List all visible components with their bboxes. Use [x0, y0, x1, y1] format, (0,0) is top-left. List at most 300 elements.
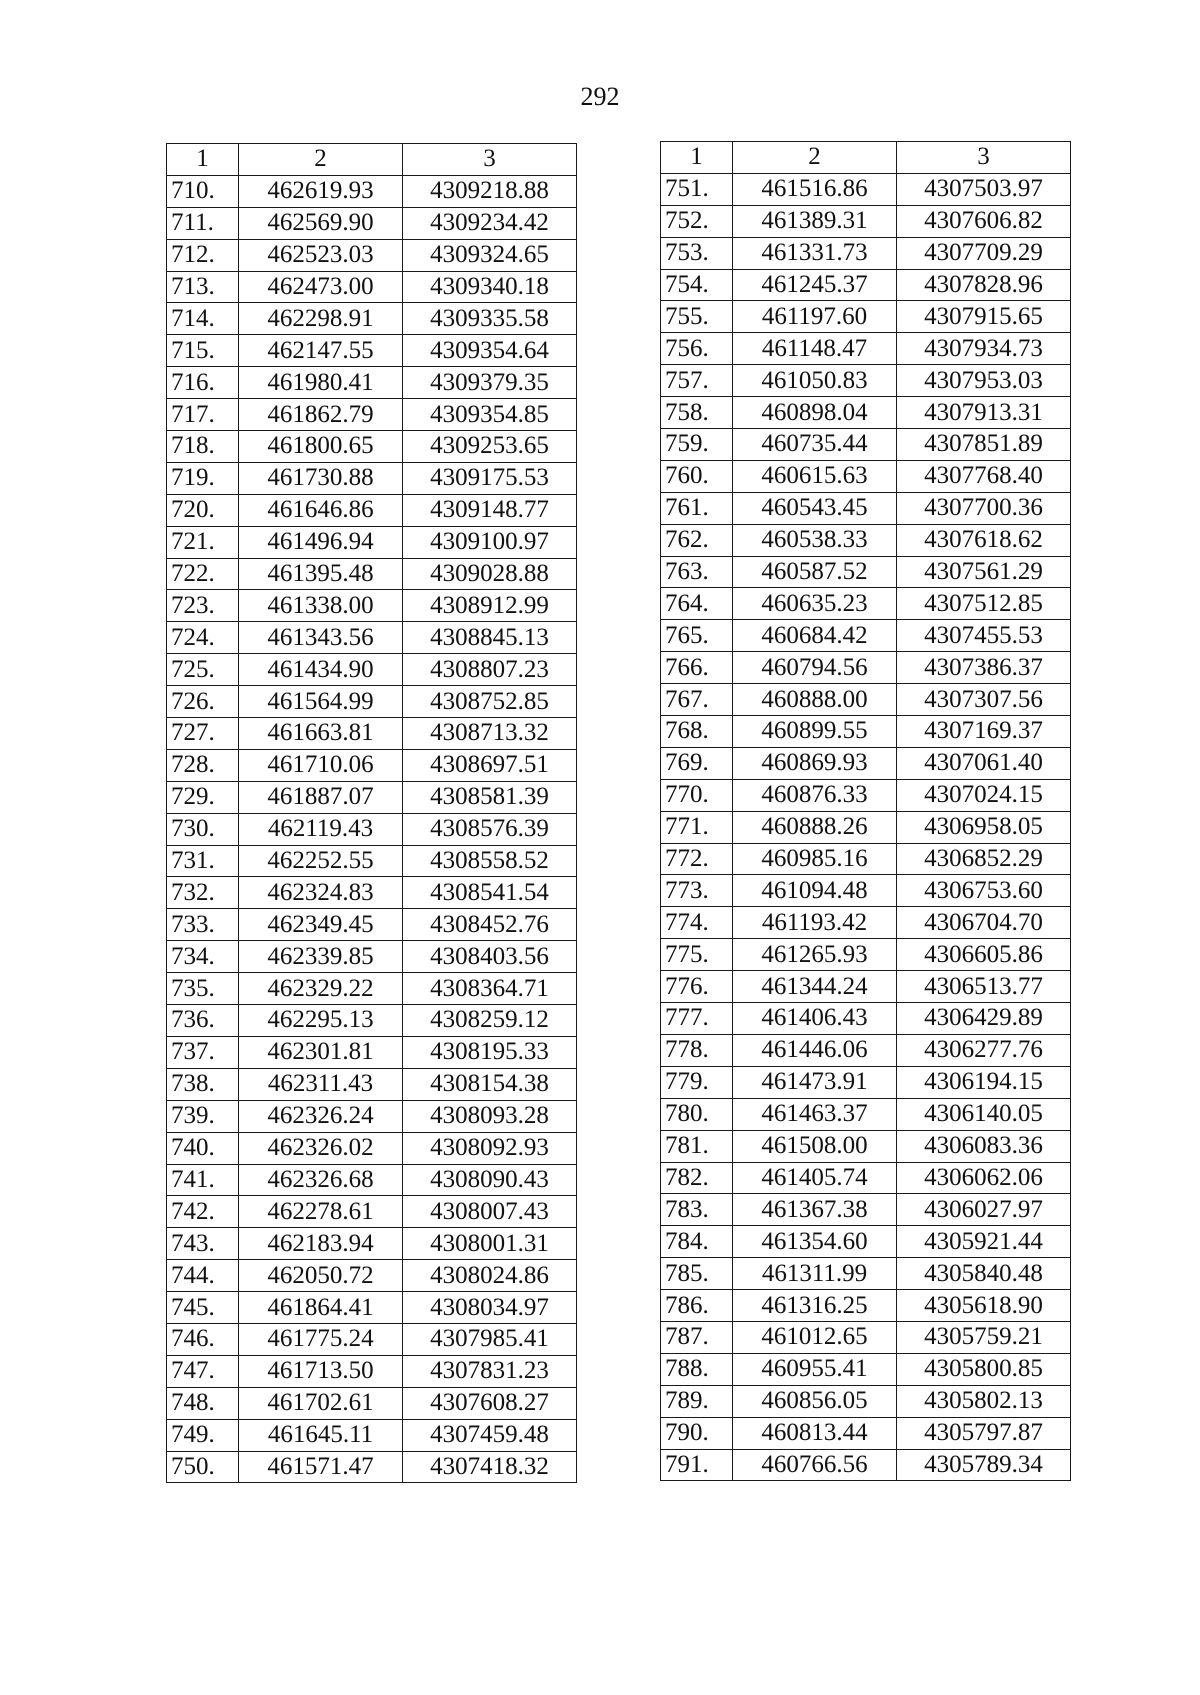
y-coordinate-cell: 4307768.40: [897, 460, 1071, 492]
y-coordinate-cell: 4307606.82: [897, 205, 1071, 237]
table-row: [167, 399, 577, 431]
point-number-cell: 788.: [661, 1353, 733, 1385]
x-coordinate-cell: 461516.86: [733, 173, 897, 205]
table-row: [661, 524, 1071, 556]
y-coordinate-cell: 4309028.88: [403, 558, 577, 590]
point-number-cell: 735.: [167, 973, 239, 1005]
table-row: [167, 973, 577, 1005]
y-coordinate-cell: 4307169.37: [897, 716, 1071, 748]
point-number-cell: 757.: [661, 365, 733, 397]
point-number-cell: 786.: [661, 1290, 733, 1322]
x-coordinate-cell: 462252.55: [239, 845, 403, 877]
point-number-cell: 770.: [661, 779, 733, 811]
y-coordinate-cell: 4308912.99: [403, 590, 577, 622]
point-number-cell: 785.: [661, 1258, 733, 1290]
point-number-cell: 791.: [661, 1449, 733, 1481]
point-number-cell: 776.: [661, 971, 733, 1003]
table-row: [167, 1292, 577, 1324]
x-coordinate-cell: 461864.41: [239, 1292, 403, 1324]
y-coordinate-cell: 4306605.86: [897, 939, 1071, 971]
x-coordinate-cell: 460766.56: [733, 1449, 897, 1481]
y-coordinate-cell: 4308541.54: [403, 877, 577, 909]
x-coordinate-cell: 460876.33: [733, 779, 897, 811]
table-row: [661, 397, 1071, 429]
point-number-cell: 784.: [661, 1226, 733, 1258]
y-coordinate-cell: 4309324.65: [403, 239, 577, 271]
table-row: [661, 747, 1071, 779]
point-number-cell: 766.: [661, 652, 733, 684]
table-row: [167, 303, 577, 335]
x-coordinate-cell: 462147.55: [239, 335, 403, 367]
table-row: [661, 1162, 1071, 1194]
table-row: [661, 779, 1071, 811]
column-header: 1: [661, 142, 733, 174]
point-number-cell: 716.: [167, 367, 239, 399]
table-row: [661, 492, 1071, 524]
y-coordinate-cell: 4306140.05: [897, 1098, 1071, 1130]
table-row: [661, 971, 1071, 1003]
point-number-cell: 783.: [661, 1194, 733, 1226]
point-number-cell: 789.: [661, 1385, 733, 1417]
point-number-cell: 790.: [661, 1417, 733, 1449]
point-number-cell: 720.: [167, 494, 239, 526]
y-coordinate-cell: 4306083.36: [897, 1130, 1071, 1162]
x-coordinate-cell: 462349.45: [239, 909, 403, 941]
x-coordinate-cell: 460735.44: [733, 429, 897, 461]
table-row: [167, 718, 577, 750]
column-header: 1: [167, 144, 239, 176]
y-coordinate-cell: 4308034.97: [403, 1292, 577, 1324]
table-row: [661, 843, 1071, 875]
x-coordinate-cell: 460794.56: [733, 652, 897, 684]
table-row: [661, 1034, 1071, 1066]
point-number-cell: 772.: [661, 843, 733, 875]
y-coordinate-cell: 4308558.52: [403, 845, 577, 877]
y-coordinate-cell: 4305802.13: [897, 1385, 1071, 1417]
table-row: [167, 367, 577, 399]
point-number-cell: 737.: [167, 1036, 239, 1068]
point-number-cell: 723.: [167, 590, 239, 622]
point-number-cell: 719.: [167, 462, 239, 494]
y-coordinate-cell: 4305618.90: [897, 1290, 1071, 1322]
point-number-cell: 765.: [661, 620, 733, 652]
y-coordinate-cell: 4307386.37: [897, 652, 1071, 684]
y-coordinate-cell: 4309354.64: [403, 335, 577, 367]
y-coordinate-cell: 4305921.44: [897, 1226, 1071, 1258]
y-coordinate-cell: 4307455.53: [897, 620, 1071, 652]
x-coordinate-cell: 461446.06: [733, 1034, 897, 1066]
table-row: [661, 1290, 1071, 1322]
point-number-cell: 773.: [661, 875, 733, 907]
x-coordinate-cell: 462278.61: [239, 1196, 403, 1228]
point-number-cell: 787.: [661, 1321, 733, 1353]
table-row: [167, 1005, 577, 1037]
y-coordinate-cell: 4309335.58: [403, 303, 577, 335]
table-row: [167, 1260, 577, 1292]
y-coordinate-cell: 4309354.85: [403, 399, 577, 431]
y-coordinate-cell: 4307512.85: [897, 588, 1071, 620]
table-header-row: [167, 144, 577, 176]
y-coordinate-cell: 4307561.29: [897, 556, 1071, 588]
table-row: [661, 333, 1071, 365]
table-row: [167, 431, 577, 463]
x-coordinate-cell: 461473.91: [733, 1066, 897, 1098]
y-coordinate-cell: 4306852.29: [897, 843, 1071, 875]
point-number-cell: 750.: [167, 1451, 239, 1483]
point-number-cell: 718.: [167, 431, 239, 463]
x-coordinate-cell: 461245.37: [733, 269, 897, 301]
point-number-cell: 749.: [167, 1419, 239, 1451]
x-coordinate-cell: 462326.02: [239, 1132, 403, 1164]
x-coordinate-cell: 461862.79: [239, 399, 403, 431]
point-number-cell: 717.: [167, 399, 239, 431]
x-coordinate-cell: 460856.05: [733, 1385, 897, 1417]
table-row: [167, 239, 577, 271]
table-row: [167, 1196, 577, 1228]
x-coordinate-cell: 461980.41: [239, 367, 403, 399]
table-row: [167, 207, 577, 239]
table-row: [661, 173, 1071, 205]
table-row: [167, 558, 577, 590]
point-number-cell: 739.: [167, 1100, 239, 1132]
y-coordinate-cell: 4307934.73: [897, 333, 1071, 365]
y-coordinate-cell: 4307985.41: [403, 1323, 577, 1355]
point-number-cell: 746.: [167, 1323, 239, 1355]
table-row: [167, 1323, 577, 1355]
y-coordinate-cell: 4308576.39: [403, 813, 577, 845]
point-number-cell: 777.: [661, 1003, 733, 1035]
x-coordinate-cell: 462183.94: [239, 1228, 403, 1260]
x-coordinate-cell: 460543.45: [733, 492, 897, 524]
point-number-cell: 751.: [661, 173, 733, 205]
x-coordinate-cell: 460587.52: [733, 556, 897, 588]
x-coordinate-cell: 462311.43: [239, 1068, 403, 1100]
table-row: [167, 1100, 577, 1132]
y-coordinate-cell: 4307913.31: [897, 397, 1071, 429]
x-coordinate-cell: 462119.43: [239, 813, 403, 845]
y-coordinate-cell: 4307831.23: [403, 1355, 577, 1387]
x-coordinate-cell: 461571.47: [239, 1451, 403, 1483]
point-number-cell: 754.: [661, 269, 733, 301]
y-coordinate-cell: 4308259.12: [403, 1005, 577, 1037]
y-coordinate-cell: 4308007.43: [403, 1196, 577, 1228]
y-coordinate-cell: 4306062.06: [897, 1162, 1071, 1194]
point-number-cell: 762.: [661, 524, 733, 556]
x-coordinate-cell: 461094.48: [733, 875, 897, 907]
y-coordinate-cell: 4307307.56: [897, 684, 1071, 716]
y-coordinate-cell: 4308092.93: [403, 1132, 577, 1164]
table-row: [661, 1258, 1071, 1290]
y-coordinate-cell: 4308581.39: [403, 781, 577, 813]
x-coordinate-cell: 461713.50: [239, 1355, 403, 1387]
y-coordinate-cell: 4307061.40: [897, 747, 1071, 779]
y-coordinate-cell: 4307459.48: [403, 1419, 577, 1451]
table-row: [661, 1003, 1071, 1035]
y-coordinate-cell: 4307700.36: [897, 492, 1071, 524]
x-coordinate-cell: 461646.86: [239, 494, 403, 526]
point-number-cell: 768.: [661, 716, 733, 748]
table-row: [167, 462, 577, 494]
x-coordinate-cell: 462326.24: [239, 1100, 403, 1132]
point-number-cell: 741.: [167, 1164, 239, 1196]
point-number-cell: 738.: [167, 1068, 239, 1100]
x-coordinate-cell: 460888.26: [733, 811, 897, 843]
x-coordinate-cell: 461148.47: [733, 333, 897, 365]
y-coordinate-cell: 4306277.76: [897, 1034, 1071, 1066]
point-number-cell: 744.: [167, 1260, 239, 1292]
y-coordinate-cell: 4306513.77: [897, 971, 1071, 1003]
x-coordinate-cell: 461012.65: [733, 1321, 897, 1353]
point-number-cell: 740.: [167, 1132, 239, 1164]
x-coordinate-cell: 461331.73: [733, 237, 897, 269]
y-coordinate-cell: 4308403.56: [403, 941, 577, 973]
x-coordinate-cell: 461887.07: [239, 781, 403, 813]
y-coordinate-cell: 4305797.87: [897, 1417, 1071, 1449]
y-coordinate-cell: 4308807.23: [403, 654, 577, 686]
y-coordinate-cell: 4306429.89: [897, 1003, 1071, 1035]
x-coordinate-cell: 462326.68: [239, 1164, 403, 1196]
point-number-cell: 715.: [167, 335, 239, 367]
table-row: [661, 875, 1071, 907]
y-coordinate-cell: 4308697.51: [403, 749, 577, 781]
table-row: [661, 365, 1071, 397]
x-coordinate-cell: 461050.83: [733, 365, 897, 397]
table-row: [661, 652, 1071, 684]
point-number-cell: 729.: [167, 781, 239, 813]
x-coordinate-cell: 462298.91: [239, 303, 403, 335]
table-row: [167, 590, 577, 622]
table-row: [661, 205, 1071, 237]
table-row: [661, 1417, 1071, 1449]
y-coordinate-cell: 4306027.97: [897, 1194, 1071, 1226]
table-row: [167, 335, 577, 367]
y-coordinate-cell: 4307828.96: [897, 269, 1071, 301]
x-coordinate-cell: 461193.42: [733, 907, 897, 939]
x-coordinate-cell: 461775.24: [239, 1323, 403, 1355]
point-number-cell: 781.: [661, 1130, 733, 1162]
x-coordinate-cell: 461405.74: [733, 1162, 897, 1194]
table-row: [167, 175, 577, 207]
x-coordinate-cell: 461343.56: [239, 622, 403, 654]
x-coordinate-cell: 461406.43: [733, 1003, 897, 1035]
y-coordinate-cell: 4308452.76: [403, 909, 577, 941]
point-number-cell: 769.: [661, 747, 733, 779]
x-coordinate-cell: 461730.88: [239, 462, 403, 494]
y-coordinate-cell: 4308024.86: [403, 1260, 577, 1292]
point-number-cell: 753.: [661, 237, 733, 269]
column-header: 2: [733, 142, 897, 174]
y-coordinate-cell: 4307418.32: [403, 1451, 577, 1483]
point-number-cell: 711.: [167, 207, 239, 239]
point-number-cell: 761.: [661, 492, 733, 524]
y-coordinate-cell: 4306704.70: [897, 907, 1071, 939]
x-coordinate-cell: 461395.48: [239, 558, 403, 590]
point-number-cell: 747.: [167, 1355, 239, 1387]
point-number-cell: 763.: [661, 556, 733, 588]
x-coordinate-cell: 461389.31: [733, 205, 897, 237]
x-coordinate-cell: 460684.42: [733, 620, 897, 652]
point-number-cell: 759.: [661, 429, 733, 461]
x-coordinate-cell: 461800.65: [239, 431, 403, 463]
x-coordinate-cell: 461434.90: [239, 654, 403, 686]
point-number-cell: 728.: [167, 749, 239, 781]
x-coordinate-cell: 460615.63: [733, 460, 897, 492]
x-coordinate-cell: 460869.93: [733, 747, 897, 779]
x-coordinate-cell: 461463.37: [733, 1098, 897, 1130]
point-number-cell: 733.: [167, 909, 239, 941]
point-number-cell: 732.: [167, 877, 239, 909]
x-coordinate-cell: 462339.85: [239, 941, 403, 973]
table-row: [661, 684, 1071, 716]
table-row: [661, 237, 1071, 269]
table-row: [167, 654, 577, 686]
x-coordinate-cell: 461702.61: [239, 1387, 403, 1419]
table-row: [661, 556, 1071, 588]
point-number-cell: 764.: [661, 588, 733, 620]
y-coordinate-cell: 4307709.29: [897, 237, 1071, 269]
table-row: [167, 1228, 577, 1260]
table-row: [167, 781, 577, 813]
x-coordinate-cell: 460898.04: [733, 397, 897, 429]
y-coordinate-cell: 4306753.60: [897, 875, 1071, 907]
point-number-cell: 730.: [167, 813, 239, 845]
table-row: [167, 813, 577, 845]
table-row: [167, 271, 577, 303]
table-row: [167, 1164, 577, 1196]
x-coordinate-cell: 460985.16: [733, 843, 897, 875]
x-coordinate-cell: 461496.94: [239, 526, 403, 558]
point-number-cell: 752.: [661, 205, 733, 237]
table-row: [167, 749, 577, 781]
table-row: [661, 1098, 1071, 1130]
point-number-cell: 758.: [661, 397, 733, 429]
y-coordinate-cell: 4309175.53: [403, 462, 577, 494]
x-coordinate-cell: 461344.24: [733, 971, 897, 1003]
x-coordinate-cell: 462329.22: [239, 973, 403, 1005]
table-row: [167, 1387, 577, 1419]
x-coordinate-cell: 461354.60: [733, 1226, 897, 1258]
table-row: [661, 1449, 1071, 1481]
x-coordinate-cell: 462569.90: [239, 207, 403, 239]
x-coordinate-cell: 461197.60: [733, 301, 897, 333]
table-row: [167, 1036, 577, 1068]
coordinates-table-right: [660, 141, 1071, 1481]
point-number-cell: 779.: [661, 1066, 733, 1098]
y-coordinate-cell: 4308195.33: [403, 1036, 577, 1068]
x-coordinate-cell: 460955.41: [733, 1353, 897, 1385]
x-coordinate-cell: 461710.06: [239, 749, 403, 781]
y-coordinate-cell: 4309234.42: [403, 207, 577, 239]
x-coordinate-cell: 462473.00: [239, 271, 403, 303]
x-coordinate-cell: 462050.72: [239, 1260, 403, 1292]
table-row: [661, 716, 1071, 748]
table-row: [661, 907, 1071, 939]
x-coordinate-cell: 462523.03: [239, 239, 403, 271]
table-row: [661, 460, 1071, 492]
y-coordinate-cell: 4307915.65: [897, 301, 1071, 333]
table-row: [167, 1068, 577, 1100]
coordinates-table-left: [166, 143, 577, 1483]
table-header-row: [661, 142, 1071, 174]
table-row: [661, 811, 1071, 843]
x-coordinate-cell: 460813.44: [733, 1417, 897, 1449]
y-coordinate-cell: 4309379.35: [403, 367, 577, 399]
table-row: [167, 1419, 577, 1451]
y-coordinate-cell: 4309218.88: [403, 175, 577, 207]
y-coordinate-cell: 4305759.21: [897, 1321, 1071, 1353]
x-coordinate-cell: 460538.33: [733, 524, 897, 556]
table-row: [167, 941, 577, 973]
table-row: [661, 588, 1071, 620]
table-row: [661, 939, 1071, 971]
table-row: [167, 686, 577, 718]
point-number-cell: 756.: [661, 333, 733, 365]
x-coordinate-cell: 461645.11: [239, 1419, 403, 1451]
y-coordinate-cell: 4307024.15: [897, 779, 1071, 811]
table-row: [661, 1385, 1071, 1417]
y-coordinate-cell: 4307503.97: [897, 173, 1071, 205]
table-row: [661, 1353, 1071, 1385]
table-row: [167, 1355, 577, 1387]
point-number-cell: 724.: [167, 622, 239, 654]
point-number-cell: 727.: [167, 718, 239, 750]
table-row: [661, 429, 1071, 461]
x-coordinate-cell: 460899.55: [733, 716, 897, 748]
y-coordinate-cell: 4306958.05: [897, 811, 1071, 843]
x-coordinate-cell: 460635.23: [733, 588, 897, 620]
x-coordinate-cell: 461564.99: [239, 686, 403, 718]
table-row: [661, 1226, 1071, 1258]
y-coordinate-cell: 4309340.18: [403, 271, 577, 303]
y-coordinate-cell: 4308364.71: [403, 973, 577, 1005]
table-row: [167, 622, 577, 654]
y-coordinate-cell: 4308713.32: [403, 718, 577, 750]
point-number-cell: 745.: [167, 1292, 239, 1324]
x-coordinate-cell: 461663.81: [239, 718, 403, 750]
y-coordinate-cell: 4308093.28: [403, 1100, 577, 1132]
y-coordinate-cell: 4307851.89: [897, 429, 1071, 461]
point-number-cell: 771.: [661, 811, 733, 843]
point-number-cell: 755.: [661, 301, 733, 333]
y-coordinate-cell: 4309148.77: [403, 494, 577, 526]
table-row: [661, 1194, 1071, 1226]
point-number-cell: 780.: [661, 1098, 733, 1130]
y-coordinate-cell: 4308001.31: [403, 1228, 577, 1260]
x-coordinate-cell: 462324.83: [239, 877, 403, 909]
point-number-cell: 775.: [661, 939, 733, 971]
table-row: [167, 1132, 577, 1164]
point-number-cell: 714.: [167, 303, 239, 335]
point-number-cell: 722.: [167, 558, 239, 590]
point-number-cell: 742.: [167, 1196, 239, 1228]
point-number-cell: 774.: [661, 907, 733, 939]
point-number-cell: 713.: [167, 271, 239, 303]
y-coordinate-cell: 4307608.27: [403, 1387, 577, 1419]
column-header: 3: [403, 144, 577, 176]
y-coordinate-cell: 4305840.48: [897, 1258, 1071, 1290]
column-header: 2: [239, 144, 403, 176]
x-coordinate-cell: 462301.81: [239, 1036, 403, 1068]
column-header: 3: [897, 142, 1071, 174]
table-row: [167, 526, 577, 558]
table-row: [661, 301, 1071, 333]
table-row: [167, 845, 577, 877]
y-coordinate-cell: 4309253.65: [403, 431, 577, 463]
point-number-cell: 778.: [661, 1034, 733, 1066]
point-number-cell: 782.: [661, 1162, 733, 1194]
y-coordinate-cell: 4307953.03: [897, 365, 1071, 397]
point-number-cell: 725.: [167, 654, 239, 686]
